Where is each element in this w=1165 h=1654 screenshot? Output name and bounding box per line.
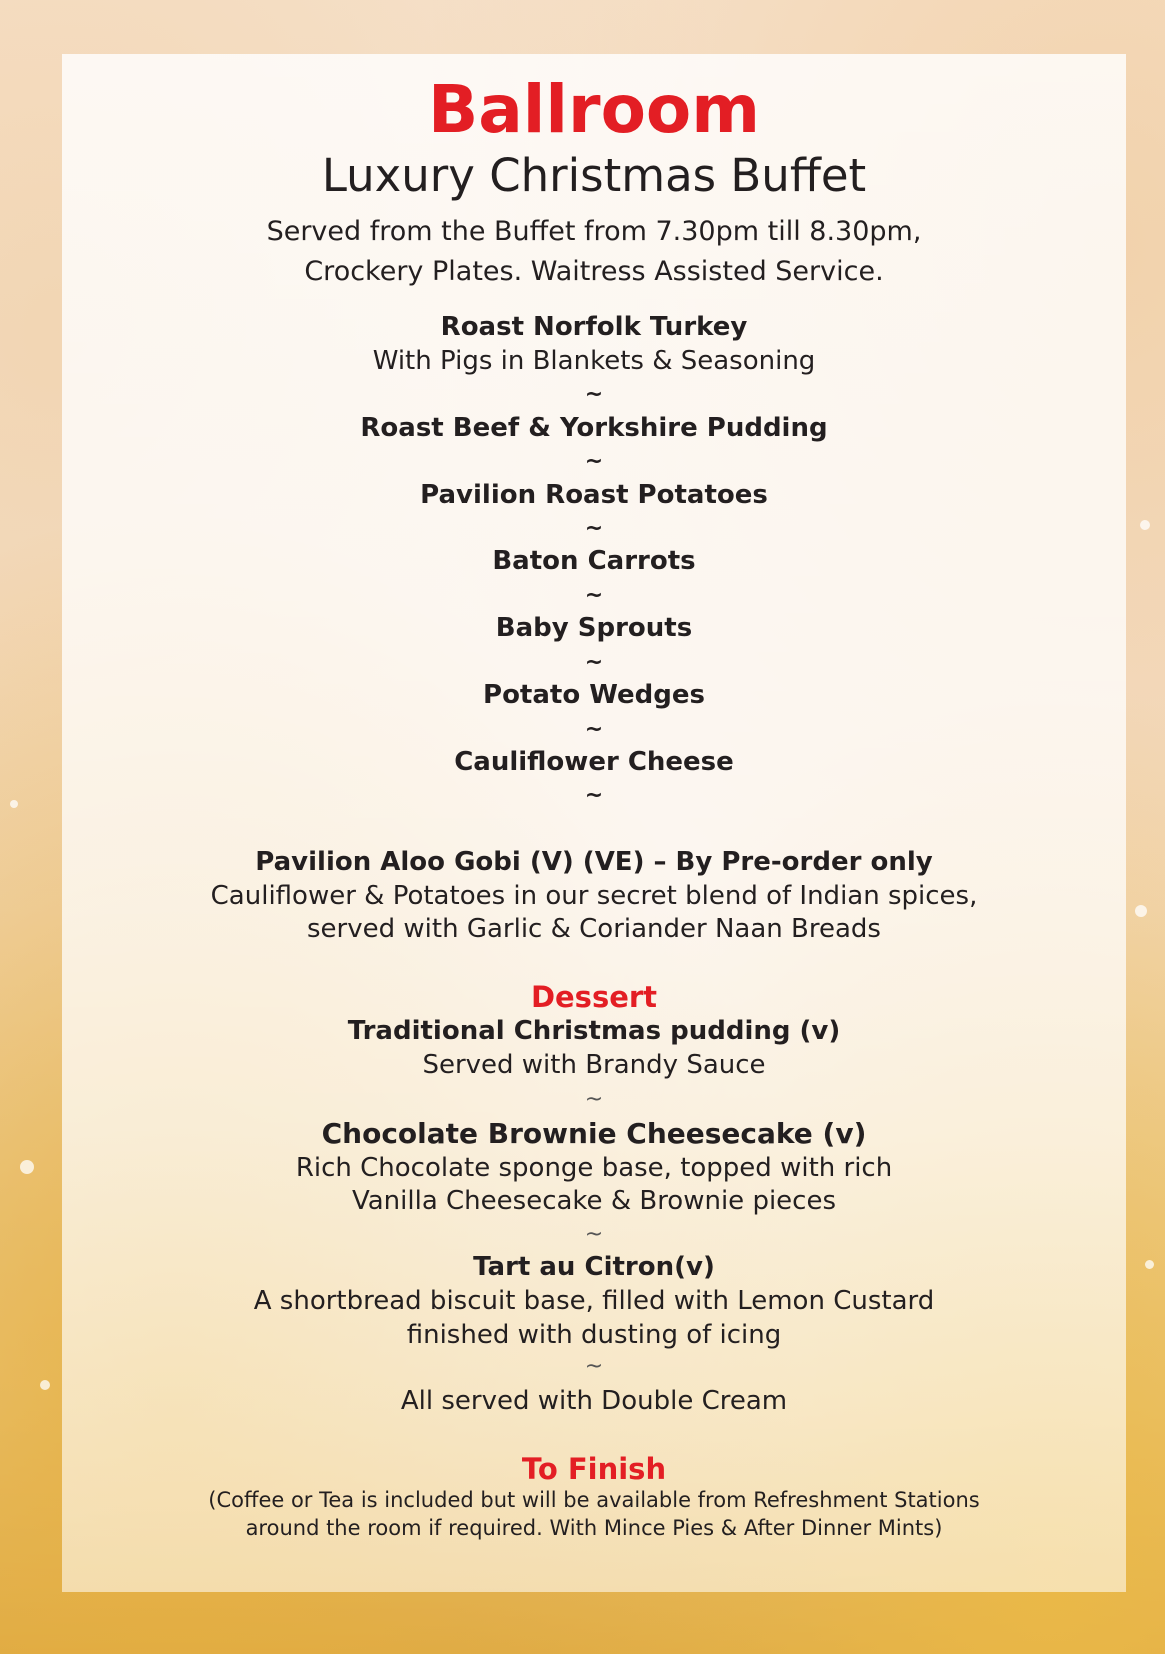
dessert-item-tart-desc-2: finished with dusting of icing: [406, 1320, 782, 1350]
dessert-item-cheesecake-desc-2: Vanilla Cheesecake & Brownie pieces: [351, 1186, 837, 1216]
separator: ~: [584, 650, 604, 675]
vegetarian-desc-1: Cauliflower & Potatoes in our secret blend of Indian spices,: [210, 881, 978, 911]
menu-subtitle: Luxury Christmas Buffet: [321, 149, 867, 202]
separator: ~: [584, 1354, 604, 1379]
intro-line-1: Served from the Buffet from 7.30pm till 8.30pm,: [266, 216, 922, 247]
separator: ~: [584, 449, 604, 474]
main-item-turkey-desc: With Pigs in Blankets & Seasoning: [372, 346, 816, 376]
menu-title: Ballroom: [427, 71, 761, 148]
dessert-item-cheesecake: Chocolate Brownie Cheesecake (v): [321, 1117, 867, 1150]
separator: ~: [584, 1087, 604, 1112]
dessert-heading: Dessert: [530, 980, 658, 1014]
vegetarian-desc-2: served with Garlic & Coriander Naan Breads: [307, 914, 881, 944]
separator: ~: [584, 382, 604, 407]
main-item-wedges: Potato Wedges: [483, 680, 705, 710]
dessert-item-pudding: Traditional Christmas pudding (v): [347, 1016, 841, 1046]
main-item-sprouts: Baby Sprouts: [495, 613, 693, 643]
separator: ~: [584, 516, 604, 541]
main-item-turkey: Roast Norfolk Turkey: [440, 312, 748, 342]
intro-line-2: Crockery Plates. Waitress Assisted Service.: [304, 256, 884, 287]
separator: ~: [584, 1222, 604, 1247]
dessert-note: All served with Double Cream: [400, 1386, 788, 1416]
dessert-item-cheesecake-desc-1: Rich Chocolate sponge base, topped with rich: [295, 1153, 893, 1183]
main-item-cauliflower: Cauliflower Cheese: [454, 747, 734, 777]
separator: ~: [584, 783, 604, 808]
separator: ~: [584, 717, 604, 742]
dessert-item-tart-desc-1: A shortbread biscuit base, filled with Lemon Custard: [253, 1286, 935, 1316]
dessert-item-pudding-desc: Served with Brandy Sauce: [422, 1050, 766, 1080]
finish-desc-1: (Coffee or Tea is included but will be available from Refreshment Stations: [208, 1488, 980, 1512]
main-item-potatoes: Pavilion Roast Potatoes: [420, 480, 768, 510]
separator: ~: [584, 583, 604, 608]
main-item-beef: Roast Beef & Yorkshire Pudding: [360, 413, 828, 443]
vegetarian-item: Pavilion Aloo Gobi (V) (VE) – By Pre-order only: [255, 847, 933, 877]
finish-heading: To Finish: [521, 1452, 667, 1486]
finish-desc-2: around the room if required. With Mince Pies & After Dinner Mints): [245, 1516, 943, 1540]
main-item-carrots: Baton Carrots: [492, 546, 696, 576]
dessert-item-tart: Tart au Citron(v): [473, 1252, 715, 1282]
